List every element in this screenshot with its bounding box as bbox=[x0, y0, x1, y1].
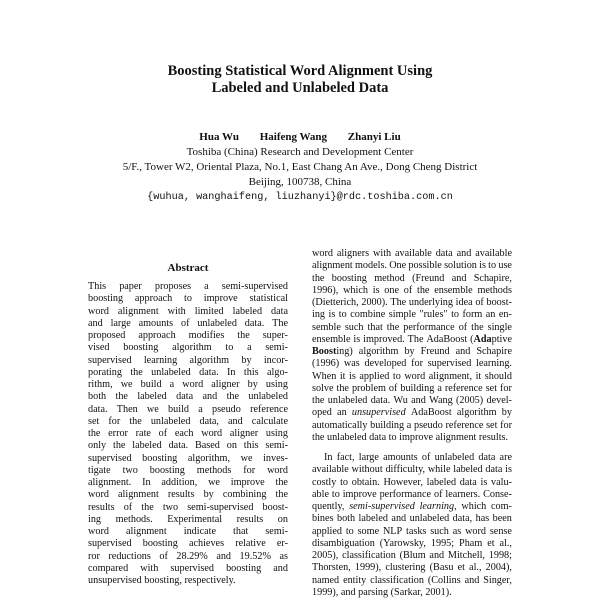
text-line: tigate two boosting methods for word bbox=[88, 464, 288, 476]
text-line: oped an unsupervised AdaBoost algorithm by bbox=[312, 407, 512, 419]
abstract-body bbox=[88, 281, 288, 587]
text-line: ing is to combine simple "rules" to form an en- bbox=[312, 309, 512, 321]
text-line: Thorsten, 1999), clustering (Basu et al., 2004), bbox=[312, 562, 512, 574]
text-line: unsupervised boosting, respectively. bbox=[88, 575, 236, 586]
text-line: and large amounts of unlabeled data. The bbox=[88, 317, 288, 329]
text-line: the unlabeled data to improve alignment results. bbox=[312, 431, 509, 443]
introduction-body bbox=[312, 248, 512, 599]
text-line: both the labeled data and the unlabeled bbox=[88, 391, 288, 403]
text-line: word alignment indicate that semi- bbox=[88, 526, 288, 537]
text-line: available without difficulty, while labeled data is bbox=[312, 464, 512, 476]
text-line: alignment models. One possible solution is to use bbox=[312, 260, 512, 272]
text-line: data. Then we build a pseudo reference bbox=[88, 403, 288, 415]
text-line: 1996), which is one of the ensemble methods bbox=[312, 284, 512, 296]
text-line: supervised learning algorithm by incor- bbox=[88, 354, 288, 366]
text-line: porating the unlabeled data. In this algo- bbox=[88, 366, 288, 378]
author-name: Haifeng Wang bbox=[259, 131, 328, 143]
text-line: the error rate of each word aligner using bbox=[88, 428, 288, 439]
text-line: the boosting method (Freund and Schapire, bbox=[312, 272, 512, 284]
text-line: named entity classification (Collins and Singer, bbox=[312, 574, 512, 586]
text-line: word alignment results by combining the bbox=[88, 489, 288, 501]
text-line: boosting approach to improve statistical bbox=[88, 293, 288, 305]
text-line: able to improve performance of learners. Conse- bbox=[312, 488, 512, 500]
title-line-2: Labeled and Unlabeled Data bbox=[211, 80, 389, 96]
abstract-heading: Abstract bbox=[167, 262, 209, 274]
text-line: word aligners with available data and available bbox=[312, 248, 512, 259]
title-line-1: Boosting Statistical Word Alignment Using bbox=[167, 63, 433, 79]
text-line: alignment. In addition, we improve the bbox=[88, 477, 288, 488]
author-name: Zhanyi Liu bbox=[347, 131, 401, 143]
text-line: supervised boosting algorithm, we inves- bbox=[88, 452, 288, 464]
affiliation-city: Beijing, 100738, China bbox=[248, 176, 352, 188]
text-line: ensemble is improved. The AdaBoost (Adaptive bbox=[312, 333, 512, 345]
text-line: automatically building a pseudo reference set for bbox=[312, 419, 512, 431]
text-line: In fact, large amounts of unlabeled data are bbox=[324, 452, 512, 463]
text-line: rithm, we build a word aligner by using bbox=[88, 379, 288, 390]
text-line: applied to some NLP tasks such as word sense bbox=[312, 525, 512, 537]
text-line: ing methods. Experimental results on bbox=[88, 513, 288, 525]
text-line: the unlabeled data. Wu and Wang (2005) devel- bbox=[312, 395, 512, 406]
text-line: bines both labeled and unlabeled data, has been bbox=[312, 513, 512, 525]
text-line: ror reductions of 28.29% and 19.52% as bbox=[88, 550, 288, 562]
text-line: proposed approach modifies the super- bbox=[88, 330, 288, 341]
text-line: supervised boosting achieves relative er- bbox=[88, 538, 288, 550]
text-line: (Dietterich, 2000). The underlying idea of boost- bbox=[312, 297, 512, 308]
affiliation-org: Toshiba (China) Research and Development Center bbox=[186, 146, 414, 158]
text-line: vised boosting algorithm to a semi- bbox=[88, 342, 288, 354]
text-line: costly to obtain. However, labeled data is valu- bbox=[312, 476, 512, 488]
text-line: quently, semi-supervised learning, which com- bbox=[312, 501, 512, 512]
text-line: 1999), and parsing (Sarkar, 2001). bbox=[312, 586, 452, 598]
text-line: compared with supervised boosting and bbox=[88, 562, 288, 574]
text-line: (1996) was developed for supervised learning. bbox=[312, 358, 512, 370]
text-line: only the labeled data. Based on this semi- bbox=[88, 440, 288, 452]
paper-title bbox=[0, 63, 600, 97]
affiliation bbox=[0, 145, 600, 205]
text-line: word alignment with limited labeled data bbox=[88, 305, 288, 317]
author-list bbox=[0, 130, 600, 144]
text-line: semble such that the performance of the single bbox=[312, 321, 512, 333]
text-line: disambiguation (Yarowsky, 1995; Pham et al., bbox=[312, 537, 512, 549]
text-line: results of the two semi-supervised boost- bbox=[88, 501, 288, 513]
author-emails: {wuhua, wanghaifeng, liuzhanyi}@rdc.toshiba.com.cn bbox=[147, 192, 453, 203]
text-line: solve the problem of building a reference set for bbox=[312, 382, 512, 394]
text-line: set for the unlabeled data, and calculate bbox=[88, 415, 288, 427]
text-line: 2005), classification (Blum and Mitchell, 1998; bbox=[312, 550, 512, 561]
affiliation-address: 5/F., Tower W2, Oriental Plaza, No.1, East Chang An Ave., Dong Cheng District bbox=[122, 161, 478, 173]
author-name: Hua Wu bbox=[199, 131, 239, 143]
text-line: When it is applied to word alignment, it should bbox=[312, 370, 512, 382]
text-line: Boosting) algorithm by Freund and Schapire bbox=[312, 346, 512, 357]
text-line: This paper proposes a semi-supervised bbox=[88, 281, 288, 292]
